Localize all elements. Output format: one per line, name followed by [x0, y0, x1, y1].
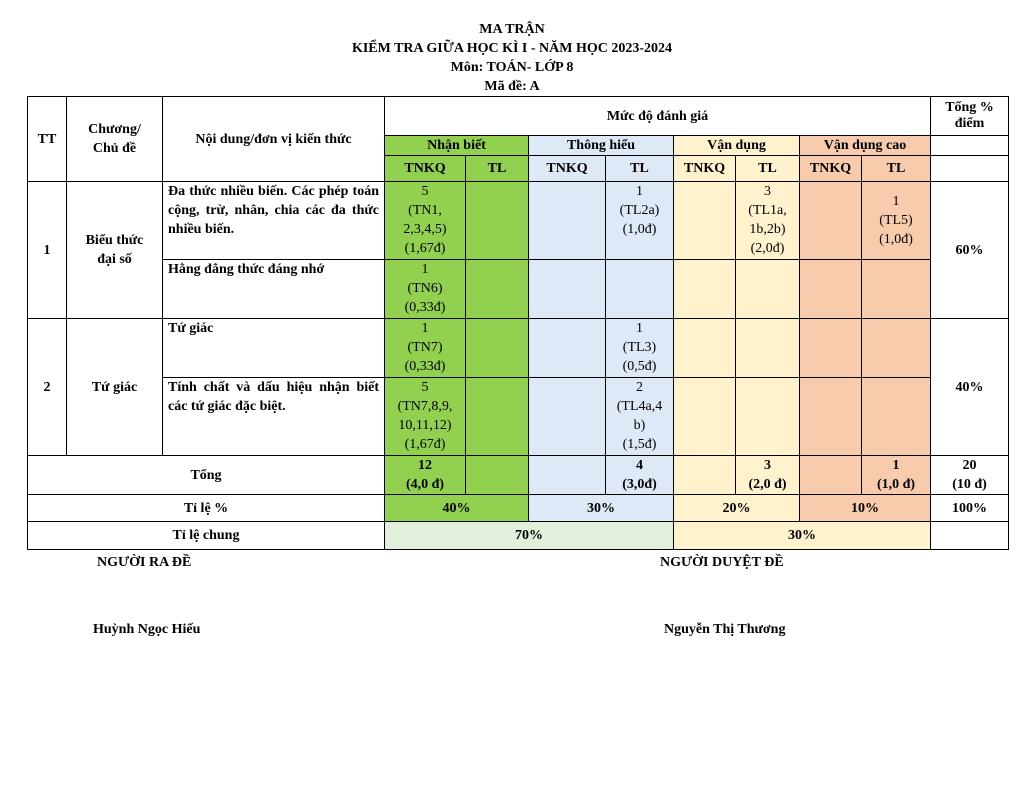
level-van-dung: Vận dụng	[674, 136, 800, 156]
vd-tl-cell	[736, 319, 800, 378]
row-total-percent: 60%	[931, 182, 1009, 319]
th-tl-cell: 2 (TL4a,4 b) (1,5đ)	[606, 378, 674, 456]
nb-tl-cell	[466, 319, 529, 378]
nb-tl-cell	[466, 260, 529, 319]
nb-tnkq-cell: 5 (TN1, 2,3,4,5) (1,67đ)	[385, 182, 466, 260]
nb-tnkq-cell: 1 (TN6) (0,33đ)	[385, 260, 466, 319]
header-chapter: Chương/ Chủ đề	[67, 97, 163, 182]
author-name: Huỳnh Ngọc Hiếu	[93, 622, 201, 637]
header-assessment-level: Mức độ đánh giá	[385, 97, 931, 136]
total-vd-tl: 3 (2,0 đ)	[736, 456, 800, 495]
vd-tnkq-cell	[674, 182, 736, 260]
nb-tl-cell	[466, 378, 529, 456]
th-tnkq-cell	[529, 378, 606, 456]
subheader-tl: TL	[736, 156, 800, 182]
ratio-thong-hieu: 30%	[529, 495, 674, 522]
title-line-2: KIỂM TRA GIỮA HỌC KÌ I - NĂM HỌC 2023-2024	[351, 41, 673, 56]
ratio-label: Tỉ lệ %	[28, 495, 385, 522]
total-vd-tnkq	[674, 456, 736, 495]
header-empty-cell	[931, 136, 1009, 156]
total-th-tnkq	[529, 456, 606, 495]
vd-tnkq-cell	[674, 260, 736, 319]
content-cell: Tính chất và dấu hiệu nhận biết các tứ giác đặc biệt.	[163, 378, 385, 456]
row-tt: 2	[28, 319, 67, 456]
row-tt: 1	[28, 182, 67, 319]
subheader-tnkq: TNKQ	[674, 156, 736, 182]
header-empty-cell	[931, 156, 1009, 182]
vd-tl-cell	[736, 378, 800, 456]
header-total-percent: Tổng % điểm	[931, 97, 1009, 136]
ratio-total: 100%	[931, 495, 1009, 522]
approver-title: NGƯỜI DUYỆT ĐỀ	[660, 555, 784, 570]
row-total-percent: 40%	[931, 319, 1009, 456]
vd-tl-cell	[736, 260, 800, 319]
approver-name: Nguyễn Thị Thương	[664, 622, 786, 637]
row-chapter: Biểu thức đại số	[67, 182, 163, 319]
assessment-matrix-table	[27, 96, 1009, 550]
title-line-3: Môn: TOÁN- LỚP 8	[450, 60, 574, 75]
nb-tl-cell	[466, 182, 529, 260]
total-nb-tl	[466, 456, 529, 495]
vdc-tnkq-cell	[800, 378, 862, 456]
ratio-van-dung: 20%	[674, 495, 800, 522]
nb-tnkq-cell: 1 (TN7) (0,33đ)	[385, 319, 466, 378]
subheader-tnkq: TNKQ	[529, 156, 606, 182]
title-line-4: Mã đề: A	[484, 79, 540, 94]
subheader-tl: TL	[606, 156, 674, 182]
total-vdc-tnkq	[800, 456, 862, 495]
header-tt: TT	[28, 97, 67, 182]
overall-ratio-advanced: 30%	[674, 522, 931, 550]
overall-ratio-label: Tỉ lệ chung	[28, 522, 385, 550]
title-line-1: MA TRẬN	[479, 22, 545, 37]
vdc-tnkq-cell	[800, 319, 862, 378]
content-cell: Tứ giác	[163, 319, 385, 378]
subheader-tnkq: TNKQ	[385, 156, 466, 182]
author-title: NGƯỜI RA ĐỀ	[97, 555, 192, 570]
total-th-tl: 4 (3,0đ)	[606, 456, 674, 495]
subheader-tl: TL	[862, 156, 931, 182]
vdc-tl-cell: 1 (TL5) (1,0đ)	[862, 182, 931, 260]
th-tnkq-cell	[529, 182, 606, 260]
content-cell: Hằng đẳng thức đáng nhớ	[163, 260, 385, 319]
vdc-tnkq-cell	[800, 260, 862, 319]
th-tnkq-cell	[529, 260, 606, 319]
th-tl-cell: 1 (TL3) (0,5đ)	[606, 319, 674, 378]
content-cell: Đa thức nhiều biến. Các phép toán cộng, trừ, nhân, chia các đa thức nhiều biến.	[163, 182, 385, 260]
header-content: Nội dung/đơn vị kiến thức	[163, 97, 385, 182]
total-label: Tổng	[28, 456, 385, 495]
document-title	[0, 20, 1024, 96]
overall-ratio-empty	[931, 522, 1009, 550]
vd-tnkq-cell	[674, 319, 736, 378]
nb-tnkq-cell: 5 (TN7,8,9, 10,11,12) (1,67đ)	[385, 378, 466, 456]
vdc-tnkq-cell	[800, 182, 862, 260]
vd-tl-cell: 3 (TL1a, 1b,2b) (2,0đ)	[736, 182, 800, 260]
vdc-tl-cell	[862, 378, 931, 456]
th-tnkq-cell	[529, 319, 606, 378]
th-tl-cell	[606, 260, 674, 319]
level-van-dung-cao: Vận dụng cao	[800, 136, 931, 156]
subheader-tl: TL	[466, 156, 529, 182]
total-nb-tnkq: 12 (4,0 đ)	[385, 456, 466, 495]
total-vdc-tl: 1 (1,0 đ)	[862, 456, 931, 495]
level-nhan-biet: Nhận biết	[385, 136, 529, 156]
vdc-tl-cell	[862, 260, 931, 319]
subheader-tnkq: TNKQ	[800, 156, 862, 182]
level-thong-hieu: Thông hiểu	[529, 136, 674, 156]
overall-ratio-basic: 70%	[385, 522, 674, 550]
vdc-tl-cell	[862, 319, 931, 378]
vd-tnkq-cell	[674, 378, 736, 456]
row-chapter: Tứ giác	[67, 319, 163, 456]
total-all: 20 (10 đ)	[931, 456, 1009, 495]
th-tl-cell: 1 (TL2a) (1,0đ)	[606, 182, 674, 260]
ratio-nhan-biet: 40%	[385, 495, 529, 522]
ratio-van-dung-cao: 10%	[800, 495, 931, 522]
